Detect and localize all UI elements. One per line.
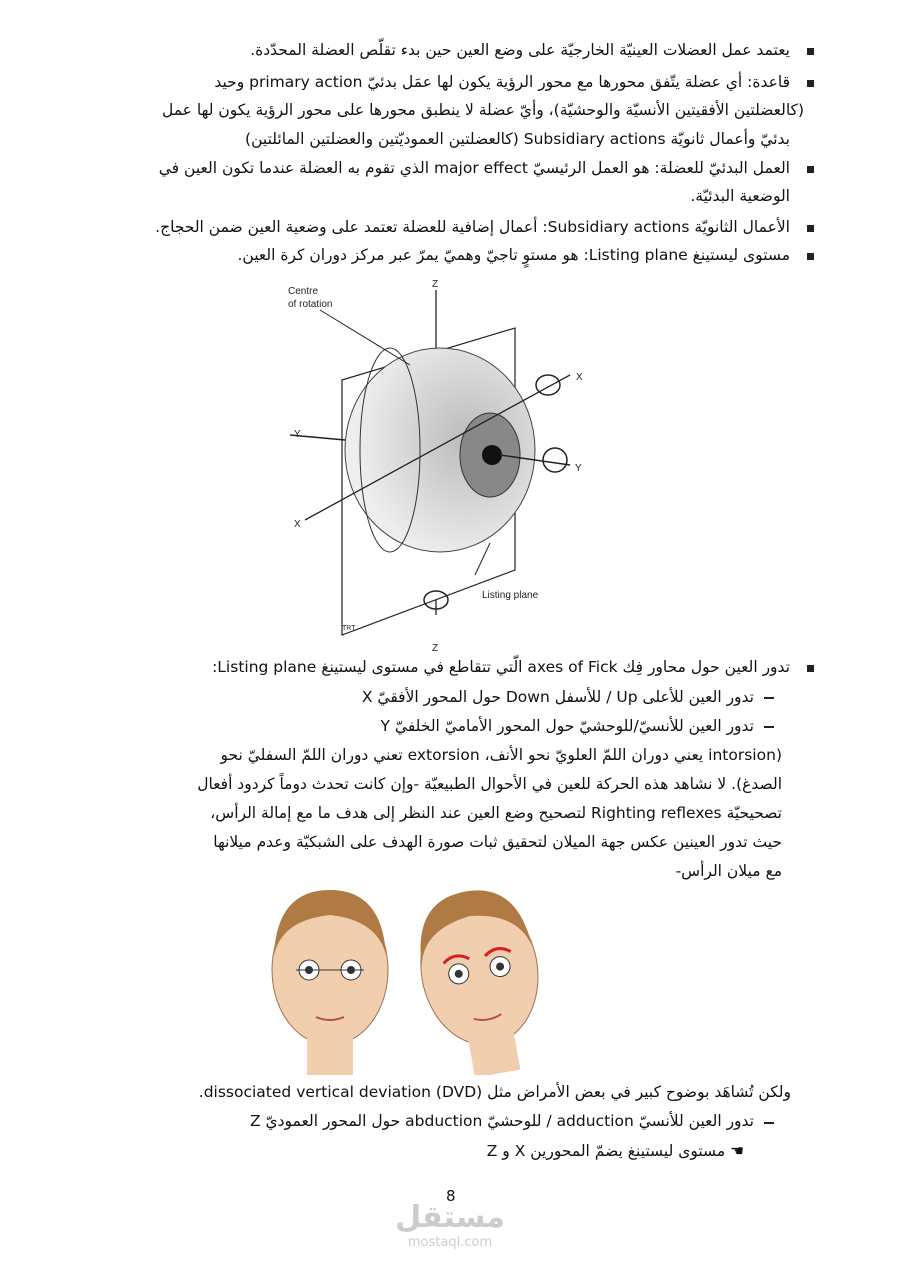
- text-line: تدور العين للأعلى Up / للأسفل Down حول المحور الأفقيّ X: [361, 688, 754, 706]
- x-label: X: [294, 519, 301, 530]
- text-line: العمل البدئيّ للعضلة: هو العمل الرئيسيّ major effect الذي تقوم به العضلة عندما تكون العين في: [158, 159, 790, 177]
- text-line: الوضعية البدئيّة.: [690, 187, 790, 205]
- pointing-hand-icon: ☚: [725, 1142, 744, 1160]
- watermark-url: mostaql.com: [407, 1235, 493, 1250]
- head-tilt-faces-illustration: [252, 885, 562, 1075]
- leader-line: [320, 310, 410, 365]
- text-line: يعتمد عمل العضلات العينيّة الخارجيّة على وضع العين حين بدء تقلّص العضلة المحدّدة.: [250, 41, 790, 59]
- dash-marker: [764, 697, 774, 699]
- text-line: ولكن تُشاهَد بوضوح كبير في بعض الأمراض مثل (DVD) dissociated vertical deviation.: [198, 1083, 791, 1101]
- face-neutral: [272, 890, 388, 1075]
- text-line: بدئيّ وأعمال ثانويّة Subsidiary actions (كالعضلتين العموديّتين والعضلتين المائلتين): [245, 130, 790, 148]
- dash-marker: [764, 726, 774, 728]
- y-label: Y: [294, 429, 301, 440]
- rotation-arrow-icon: [543, 448, 567, 472]
- bullet-icon: [807, 665, 814, 672]
- note-text: مستوى ليستينغ يضمّ المحورين X و Z: [486, 1142, 726, 1160]
- z-label: Z: [432, 279, 439, 290]
- y-label: Y: [575, 463, 582, 474]
- text-line: تدور العين للأنسيّ/للوحشيّ حول المحور الأماميّ الخلفيّ Y: [380, 717, 754, 735]
- watermark: [385, 1200, 515, 1250]
- text-line: قاعدة: أي عضلة يتّفق محورها مع محور الرؤية يكون لها عمَل بدئيّ primary action وحيد: [214, 73, 790, 91]
- text-line: مستوى ليستينغ Listing plane: هو مستوٍ تاجيّ وهميّ يمرّ عبر مركز دوران كرة العين.: [237, 246, 790, 264]
- text-line: تدور العين للأنسيّ adduction / للوحشيّ abduction حول المحور العموديّ Z: [249, 1112, 754, 1130]
- plane-label: Listing plane: [482, 590, 539, 601]
- centre-label: of rotation: [288, 299, 333, 310]
- bullet-icon: [807, 253, 814, 260]
- watermark-logo: مستقل: [395, 1200, 505, 1235]
- bullet-icon: [807, 80, 814, 87]
- dash-marker: [764, 1122, 774, 1124]
- note-line: [487, 1141, 744, 1161]
- text-line: تدور العين حول محاور فِك axes of Fick الّتي تتقاطع في مستوى ليستينغ Listing plane:: [212, 658, 790, 676]
- text-line: حيث تدور العينين عكس جهة الميلان لتحقيق ثبات صورة الهدف على الشبكيّة وعدم ميلانها: [213, 833, 782, 851]
- listing-plane-diagram: [270, 275, 610, 655]
- text-line: (كالعضلتين الأفقيتين الأنسيّة والوحشيّة)، وأيّ عضلة لا ينطبق محورها على محور الرؤية يكون لها عمل: [161, 101, 804, 119]
- text-line: مع ميلان الرأس-: [675, 862, 782, 880]
- bullet-icon: [807, 225, 814, 232]
- text-line: تصحيحيّة Righting reflexes لتصحيح وضع العين عند النظر إلى هدف ما مع إمالة الرأس،: [210, 804, 782, 822]
- rotation-arrow-icon: [536, 375, 560, 395]
- text-line: الأعمال الثانويّة Subsidiary actions: أعمال إضافية للعضلة تعتمد على وضعية العين ضمن الحجاج.: [155, 218, 790, 236]
- page-number: 8: [446, 1187, 456, 1205]
- face-tilted: [408, 885, 554, 1075]
- signature: TRT: [342, 625, 356, 632]
- pupil: [482, 445, 502, 465]
- x-label: X: [576, 372, 583, 383]
- bullet-icon: [807, 166, 814, 173]
- text-line: (intorsion يعني دوران اللمّ العلويّ نحو الأنف، extorsion تعني دوران اللمّ السفليّ نحو: [220, 746, 782, 764]
- centre-label: Centre: [288, 286, 319, 297]
- bullet-icon: [807, 48, 814, 55]
- text-line: الصدغ). لا نشاهد هذه الحركة للعين في الأحوال الطبيعيّة -وإن كانت تحدث دوماً كردود أفعال: [197, 775, 782, 793]
- z-label: Z: [432, 643, 439, 654]
